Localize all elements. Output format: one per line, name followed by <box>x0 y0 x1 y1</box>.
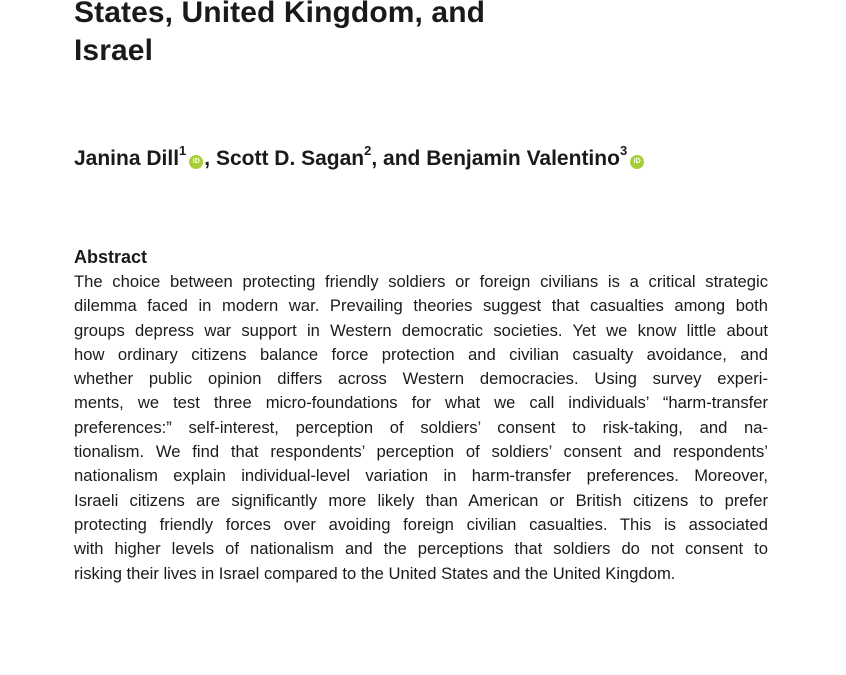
affiliation-marker: 2 <box>364 143 372 158</box>
title-line-2: Israel <box>74 34 153 67</box>
author-name: Janina Dill <box>74 147 180 170</box>
author-name: Benjamin Valentino <box>426 147 620 170</box>
abstract-line: dilemma faced in modern war. Prevailing theories suggest that casualties among both <box>74 296 768 316</box>
abstract-body <box>74 270 768 586</box>
abstract-line: ments, we test three micro-foundations for what we call individuals’ “harm-transfer <box>74 393 768 413</box>
abstract-line: groups depress war support in Western democratic societies. Yet we know little about <box>74 320 768 340</box>
abstract-line: risking their lives in Israel compared to the United States and the United Kingdom. <box>74 563 676 583</box>
abstract-line: protecting friendly forces over avoiding foreign civilian casualties. This is associated <box>74 514 768 534</box>
abstract-line: nationalism explain individual-level variation in harm-transfer preferences. Moreover, <box>74 466 768 486</box>
article-title <box>74 0 485 70</box>
author-separator: , and <box>371 147 427 170</box>
abstract-line: tionalism. We find that respondents’ perception of soldiers’ consent and respondents’ <box>74 442 768 462</box>
author-list <box>74 144 645 174</box>
author-name: Scott D. Sagan <box>215 147 365 170</box>
abstract-line: whether public opinion differs across Western democracies. Using survey experi- <box>74 369 768 389</box>
abstract-heading: Abstract <box>74 247 148 267</box>
abstract-line: preferences:” self-interest, perception of soldiers’ consent to risk-taking, and na- <box>74 417 768 437</box>
affiliation-marker: 3 <box>619 143 628 158</box>
title-line-1: States, United Kingdom, and <box>74 0 486 29</box>
affiliation-marker: 1 <box>179 143 187 158</box>
author-separator: , <box>204 147 216 170</box>
abstract-line: how ordinary citizens balance force protection and civilian casualty avoidance, and <box>74 344 768 364</box>
orcid-icon[interactable]: iD <box>630 155 644 169</box>
abstract-line: Israeli citizens are significantly more likely than American or British citizens to prefer <box>74 490 768 510</box>
abstract-line: with higher levels of nationalism and the perceptions that soldiers do not consent to <box>74 539 768 559</box>
orcid-icon[interactable]: iD <box>189 155 203 169</box>
abstract-line: The choice between protecting friendly soldiers or foreign civilians is a critical strategic <box>74 272 768 291</box>
